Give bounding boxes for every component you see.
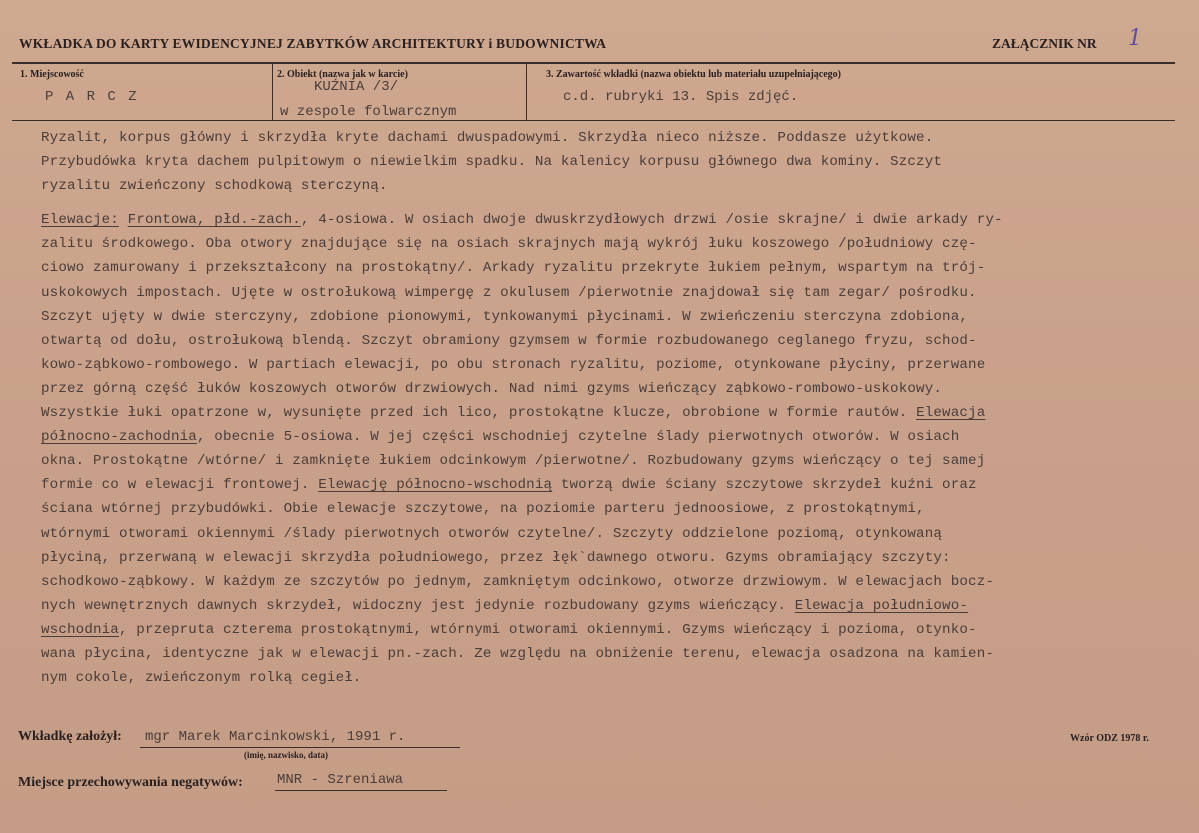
negatives-value: MNR - Szreniawa [277, 772, 404, 788]
body-line: ciowo zamurowany i przekształcony na prostokątny/. Arkady ryzalitu przekryte łukiem pełnym, wspartym na trój- [41, 260, 986, 277]
field-divider-2 [526, 64, 527, 120]
attachment-label: ZAŁĄCZNIK NR [992, 36, 1097, 51]
author-label: Wkładkę założył: [18, 729, 122, 744]
body-line: formie co w elewacji frontowej. Elewację północno-wschodnią tworzą dwie ściany szczytowe skrzydeł kuźni oraz [41, 477, 977, 494]
field-divider-1 [272, 64, 273, 120]
heading-frontowa: Frontowa, płd.-zach. [127, 212, 301, 229]
heading-polnocno-zachodnia: północno-zachodnia [41, 429, 197, 446]
body-line: otwartą od dołu, ostrołukową blendą. Szczyt obramiony gzymsem w formie rozbudowanego ceglanego fryzu, schod- [41, 332, 977, 349]
body-line: Wszystkie łuki opatrzone w, wysunięte przed ich lico, prostokątne klucze, obrobione w formie rautów. Elewacja [41, 405, 986, 422]
form-code: Wzór ODZ 1978 r. [1070, 733, 1149, 744]
negatives-label: Miejsce przechowywania negatywów: [18, 775, 243, 790]
body-line: płyciną, przerwaną w elewacji skrzydła południowego, przez łęk`dawnego otworu. Gzyms obramiający szczyty: [41, 549, 951, 566]
body-line: Ryzalit, korpus główny i skrzydła kryte dachami dwuspadowymi. Skrzydła nieco niższe. Poddasze użytkowe. [41, 130, 934, 146]
body-line: ryzalitu zwieńczony schodkową sterczyną. [41, 178, 388, 195]
body-line: ściana wtórnej przybudówki. Obie elewacje szczytowe, na poziomie parteru jednoosiowe, z prostokątnymi, [41, 501, 925, 518]
body-line: Elewacje: Frontowa, płd.-zach., 4-osiowa. W osiach dwoje dwuskrzydłowych drzwi /osie skrajne/ i dwie arkady ry- [41, 212, 1003, 229]
heading-elewacje: Elewacje: [41, 212, 119, 229]
header-rule [12, 62, 1175, 64]
field-2-value-line1: KUŹNIA /3/ [314, 79, 399, 95]
body-line: wana płycina, identyczne jak w elewacji pn.-zach. Ze względu na obniżenie terenu, elewacja osadzona na kamien- [41, 645, 995, 662]
body-line: schodkowo-ząbkowy. W każdym ze szczytów po jednym, zamkniętym odcinkowo, otworze drzwiowym. W elewacjach bocz- [41, 573, 995, 590]
field-2-label: 2. Obiekt (nazwa jak w karcie) [277, 69, 408, 80]
author-underline [140, 747, 460, 748]
field-3-value: c.d. rubryki 13. Spis zdjęć. [563, 89, 799, 105]
negatives-underline [275, 790, 447, 791]
field-1-value: P A R C Z [45, 89, 139, 105]
field-3-label: 3. Zawartość wkładki (nazwa obiektu lub materiału uzupełniającego) [546, 69, 842, 80]
body-line: okna. Prostokątne /wtórne/ i zamknięte łukiem odcinkowym /pierwotne/. Rozbudowany gzyms wieńczący o tej samej [41, 453, 986, 470]
description-text [41, 126, 1181, 690]
body-line: przez górną część łuków koszowych otworów drzwiowych. Nad nimi gzyms wieńczący ząbkowo-rombowo-uskokowy. [41, 380, 943, 397]
card-title: WKŁADKA DO KARTY EWIDENCYJNEJ ZABYTKÓW ARCHITEKTURY i BUDOWNICTWA [19, 36, 607, 51]
body-line: nych wewnętrznych dawnych skrzydeł, widoczny jest jedynie rozbudowany gzyms wieńczący. Elewacja południowo- [41, 597, 969, 614]
body-line: uskokowych impostach. Ujęte w ostrołukową wimpergę z okulusem /pierwotnie znajdował się tam zegar/ pośrodku. [41, 284, 977, 301]
heading-polnocno-wschodnia: Elewację północno-wschodnią [318, 477, 553, 494]
heading-wschodnia: wschodnia [41, 621, 119, 638]
author-value: mgr Marek Marcinkowski, 1991 r. [145, 729, 406, 745]
body-line: wschodnia, przepruta czterema prostokątnymi, wtórnymi otworami okiennymi. Gzyms wieńczący i pozioma, otynko- [41, 621, 977, 638]
attachment-number: 1 [1128, 26, 1142, 51]
body-line: Przybudówka kryta dachem pulpitowym o niewielkim spadku. Na kalenicy korpusu głównego dwa kominy. Szczyt [41, 154, 943, 171]
body-line: zalitu środkowego. Oba otwory znajdujące się na osiach skrajnych mają wykrój łuku koszowego /południowy czę- [41, 236, 977, 253]
body-line: Szczyt ujęty w dwie sterczyny, zdobione pionowymi, tynkowanymi płycinami. W zwieńczeniu sterczyna zdobiona, [41, 308, 969, 325]
body-line: północno-zachodnia, obecnie 5-osiowa. W jej części wschodniej czytelne ślady pierwotnych otworów. W osiach [41, 429, 960, 446]
field-2-value-line2: w zespole folwarcznym [280, 104, 457, 120]
fields-rule [12, 120, 1175, 121]
author-hint: (imię, nazwisko, data) [244, 750, 328, 760]
body-line: wtórnymi otworami okiennymi /ślady pierwotnych otworów czytelne/. Szczyty oddzielone poziomą, otynkowaną [41, 525, 943, 542]
body-line: kowo-ząbkowo-rombowego. W partiach elewacji, po obu stronach ryzalitu, poziome, otynkowane płyciny, przerwane [41, 356, 986, 373]
heading-elewacja-pd-wsch: Elewacja południowo- [794, 597, 969, 614]
body-line: nym cokole, zwieńczonym rolką cegieł. [41, 670, 362, 687]
heading-elewacja-pn-zach: Elewacja [916, 405, 986, 422]
field-1-label: 1. Miejscowość [20, 69, 84, 80]
